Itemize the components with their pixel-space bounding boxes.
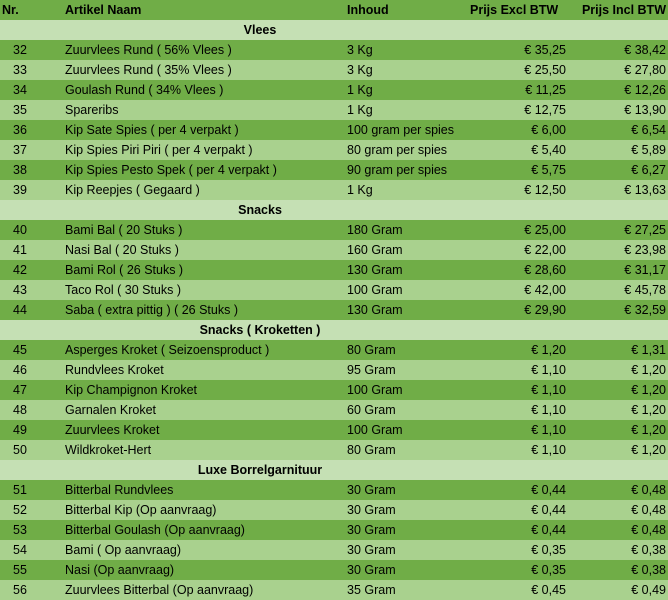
item-name: Taco Rol ( 30 Stuks ) xyxy=(65,283,182,297)
section-title: Snacks xyxy=(238,203,282,217)
section-title: Vlees xyxy=(243,23,277,37)
item-price-incl: € 1,20 xyxy=(631,403,666,417)
item-price-incl: € 0,38 xyxy=(631,563,666,577)
item-nr: 35 xyxy=(13,103,27,117)
item-price-incl: € 0,48 xyxy=(631,483,666,497)
table-header-row xyxy=(0,0,668,20)
item-price-excl: € 25,50 xyxy=(524,63,566,77)
item-qty: 60 Gram xyxy=(347,403,396,417)
item-qty: 1 Kg xyxy=(347,103,373,117)
item-nr: 55 xyxy=(13,563,27,577)
item-price-incl: € 0,48 xyxy=(631,523,666,537)
item-price-incl: € 1,20 xyxy=(631,383,666,397)
item-price-excl: € 5,75 xyxy=(531,163,566,177)
item-name: Rundvlees Kroket xyxy=(65,363,164,377)
item-price-incl: € 13,90 xyxy=(624,103,666,117)
item-nr: 48 xyxy=(13,403,27,417)
table-row xyxy=(0,440,668,460)
table-row xyxy=(0,560,668,580)
table-row xyxy=(0,540,668,560)
table-row xyxy=(0,380,668,400)
item-price-excl: € 35,25 xyxy=(524,43,566,57)
item-name: Bami Bal ( 20 Stuks ) xyxy=(65,223,183,237)
item-price-incl: € 6,54 xyxy=(631,123,666,137)
item-nr: 47 xyxy=(13,383,27,397)
item-nr: 41 xyxy=(13,243,27,257)
item-price-incl: € 1,31 xyxy=(631,343,666,357)
item-price-excl: € 1,10 xyxy=(531,363,566,377)
item-price-excl: € 1,10 xyxy=(531,443,566,457)
header-price-incl: Prijs Incl BTW xyxy=(581,3,666,17)
table-row xyxy=(0,500,668,520)
item-nr: 40 xyxy=(13,223,27,237)
item-name: Kip Reepjes ( Gegaard ) xyxy=(65,183,200,197)
item-price-excl: € 29,90 xyxy=(524,303,566,317)
item-price-incl: € 31,17 xyxy=(624,263,666,277)
item-price-incl: € 0,38 xyxy=(631,543,666,557)
item-qty: 130 Gram xyxy=(347,263,403,277)
item-qty: 3 Kg xyxy=(347,63,373,77)
table-row xyxy=(0,480,668,500)
item-price-incl: € 1,20 xyxy=(631,443,666,457)
item-name: Bitterbal Rundvlees xyxy=(65,483,174,497)
item-nr: 51 xyxy=(13,483,27,497)
item-nr: 42 xyxy=(13,263,27,277)
item-qty: 130 Gram xyxy=(347,303,403,317)
item-price-incl: € 32,59 xyxy=(624,303,666,317)
table-row xyxy=(0,340,668,360)
item-name: Garnalen Kroket xyxy=(65,403,157,417)
item-qty: 80 gram per spies xyxy=(347,143,448,157)
item-price-incl: € 23,98 xyxy=(624,243,666,257)
item-nr: 54 xyxy=(13,543,27,557)
item-price-excl: € 1,10 xyxy=(531,423,566,437)
item-qty: 3 Kg xyxy=(347,43,373,57)
item-price-excl: € 11,25 xyxy=(525,83,566,97)
table-row xyxy=(0,80,668,100)
item-price-incl: € 5,89 xyxy=(631,143,666,157)
item-nr: 56 xyxy=(13,583,27,597)
item-name: Kip Spies Piri Piri ( per 4 verpakt ) xyxy=(65,143,253,157)
item-name: Bitterbal Kip (Op aanvraag) xyxy=(65,503,217,517)
item-qty: 160 Gram xyxy=(347,243,403,257)
section-header-row xyxy=(0,20,668,40)
item-price-incl: € 45,78 xyxy=(624,283,666,297)
item-price-incl: € 27,25 xyxy=(624,223,666,237)
table-row xyxy=(0,400,668,420)
item-nr: 49 xyxy=(13,423,27,437)
item-name: Zuurvlees Kroket xyxy=(65,423,160,437)
item-name: Bitterbal Goulash (Op aanvraag) xyxy=(65,523,245,537)
item-price-excl: € 0,45 xyxy=(531,583,566,597)
item-price-excl: € 25,00 xyxy=(524,223,566,237)
item-price-excl: € 1,10 xyxy=(531,383,566,397)
item-price-excl: € 6,00 xyxy=(531,123,566,137)
item-price-incl: € 1,20 xyxy=(631,363,666,377)
item-price-excl: € 0,44 xyxy=(531,483,566,497)
item-price-excl: € 12,75 xyxy=(524,103,566,117)
item-price-excl: € 42,00 xyxy=(524,283,566,297)
item-price-incl: € 13,63 xyxy=(624,183,666,197)
item-nr: 46 xyxy=(13,363,27,377)
item-price-excl: € 28,60 xyxy=(524,263,566,277)
item-name: Zuurvlees Bitterbal (Op aanvraag) xyxy=(65,583,254,597)
item-name: Kip Champignon Kroket xyxy=(65,383,198,397)
item-name: Zuurvlees Rund ( 35% Vlees ) xyxy=(65,63,232,77)
table-row xyxy=(0,120,668,140)
table-row xyxy=(0,360,668,380)
item-qty: 90 gram per spies xyxy=(347,163,448,177)
item-nr: 39 xyxy=(13,183,27,197)
item-name: Spareribs xyxy=(65,103,119,117)
item-qty: 1 Kg xyxy=(347,83,373,97)
table-row xyxy=(0,40,668,60)
table-row xyxy=(0,160,668,180)
item-name: Bami ( Op aanvraag) xyxy=(65,543,182,557)
section-header-row xyxy=(0,460,668,480)
item-name: Kip Spies Pesto Spek ( per 4 verpakt ) xyxy=(65,163,277,177)
header-name: Artikel Naam xyxy=(65,3,142,17)
table-row xyxy=(0,300,668,320)
table-row xyxy=(0,580,668,600)
item-nr: 53 xyxy=(13,523,27,537)
item-name: Bami Rol ( 26 Stuks ) xyxy=(65,263,184,277)
table-row xyxy=(0,240,668,260)
table-row xyxy=(0,180,668,200)
item-price-incl: € 1,20 xyxy=(631,423,666,437)
item-price-incl: € 27,80 xyxy=(624,63,666,77)
item-qty: 80 Gram xyxy=(347,343,396,357)
item-qty: 100 Gram xyxy=(347,383,403,397)
section-title: Luxe Borrelgarnituur xyxy=(197,463,323,477)
item-price-incl: € 12,26 xyxy=(624,83,666,97)
table-row xyxy=(0,520,668,540)
item-price-incl: € 0,48 xyxy=(631,503,666,517)
item-nr: 52 xyxy=(13,503,27,517)
item-name: Zuurvlees Rund ( 56% Vlees ) xyxy=(65,43,232,57)
item-qty: 30 Gram xyxy=(347,483,396,497)
header-nr: Nr. xyxy=(2,3,19,17)
item-price-excl: € 22,00 xyxy=(524,243,566,257)
section-title: Snacks ( Kroketten ) xyxy=(199,323,321,337)
item-qty: 180 Gram xyxy=(347,223,403,237)
table-row xyxy=(0,280,668,300)
item-qty: 100 Gram xyxy=(347,283,403,297)
section-header-row xyxy=(0,320,668,340)
table-row xyxy=(0,420,668,440)
table-row xyxy=(0,100,668,120)
item-qty: 30 Gram xyxy=(347,563,396,577)
item-nr: 43 xyxy=(13,283,27,297)
table-row xyxy=(0,220,668,240)
item-name: Kip Sate Spies ( per 4 verpakt ) xyxy=(65,123,239,137)
item-price-excl: € 1,10 xyxy=(531,403,566,417)
item-qty: 35 Gram xyxy=(347,583,396,597)
item-nr: 37 xyxy=(13,143,27,157)
item-price-incl: € 38,42 xyxy=(624,43,666,57)
item-nr: 32 xyxy=(13,43,27,57)
item-nr: 34 xyxy=(13,83,27,97)
item-price-excl: € 0,35 xyxy=(531,563,566,577)
section-header-row xyxy=(0,200,668,220)
item-qty: 30 Gram xyxy=(347,543,396,557)
item-qty: 100 Gram xyxy=(347,423,403,437)
item-qty: 30 Gram xyxy=(347,523,396,537)
header-price-excl: Prijs Excl BTW xyxy=(470,3,558,17)
table-row xyxy=(0,140,668,160)
item-nr: 38 xyxy=(13,163,27,177)
item-price-excl: € 1,20 xyxy=(531,343,566,357)
item-name: Saba ( extra pittig ) ( 26 Stuks ) xyxy=(65,303,238,317)
item-price-excl: € 0,35 xyxy=(531,543,566,557)
item-price-excl: € 0,44 xyxy=(531,523,566,537)
table-row xyxy=(0,260,668,280)
item-price-incl: € 0,49 xyxy=(631,583,666,597)
item-qty: 80 Gram xyxy=(347,443,396,457)
item-name: Wildkroket-Hert xyxy=(65,443,152,457)
item-nr: 44 xyxy=(13,303,27,317)
item-qty: 1 Kg xyxy=(347,183,373,197)
item-name: Goulash Rund ( 34% Vlees ) xyxy=(65,83,224,97)
table-row xyxy=(0,60,668,80)
item-name: Nasi Bal ( 20 Stuks ) xyxy=(65,243,179,257)
item-nr: 33 xyxy=(13,63,27,77)
item-qty: 30 Gram xyxy=(347,503,396,517)
item-name: Nasi (Op aanvraag) xyxy=(65,563,175,577)
item-nr: 36 xyxy=(13,123,27,137)
item-price-excl: € 12,50 xyxy=(524,183,566,197)
item-price-excl: € 5,40 xyxy=(531,143,566,157)
item-price-incl: € 6,27 xyxy=(631,163,666,177)
item-price-excl: € 0,44 xyxy=(531,503,566,517)
item-qty: 95 Gram xyxy=(347,363,396,377)
header-qty: Inhoud xyxy=(347,3,389,17)
item-nr: 50 xyxy=(13,443,27,457)
item-name: Asperges Kroket ( Seizoensproduct ) xyxy=(65,343,270,357)
item-nr: 45 xyxy=(13,343,27,357)
item-qty: 100 gram per spies xyxy=(347,123,455,137)
